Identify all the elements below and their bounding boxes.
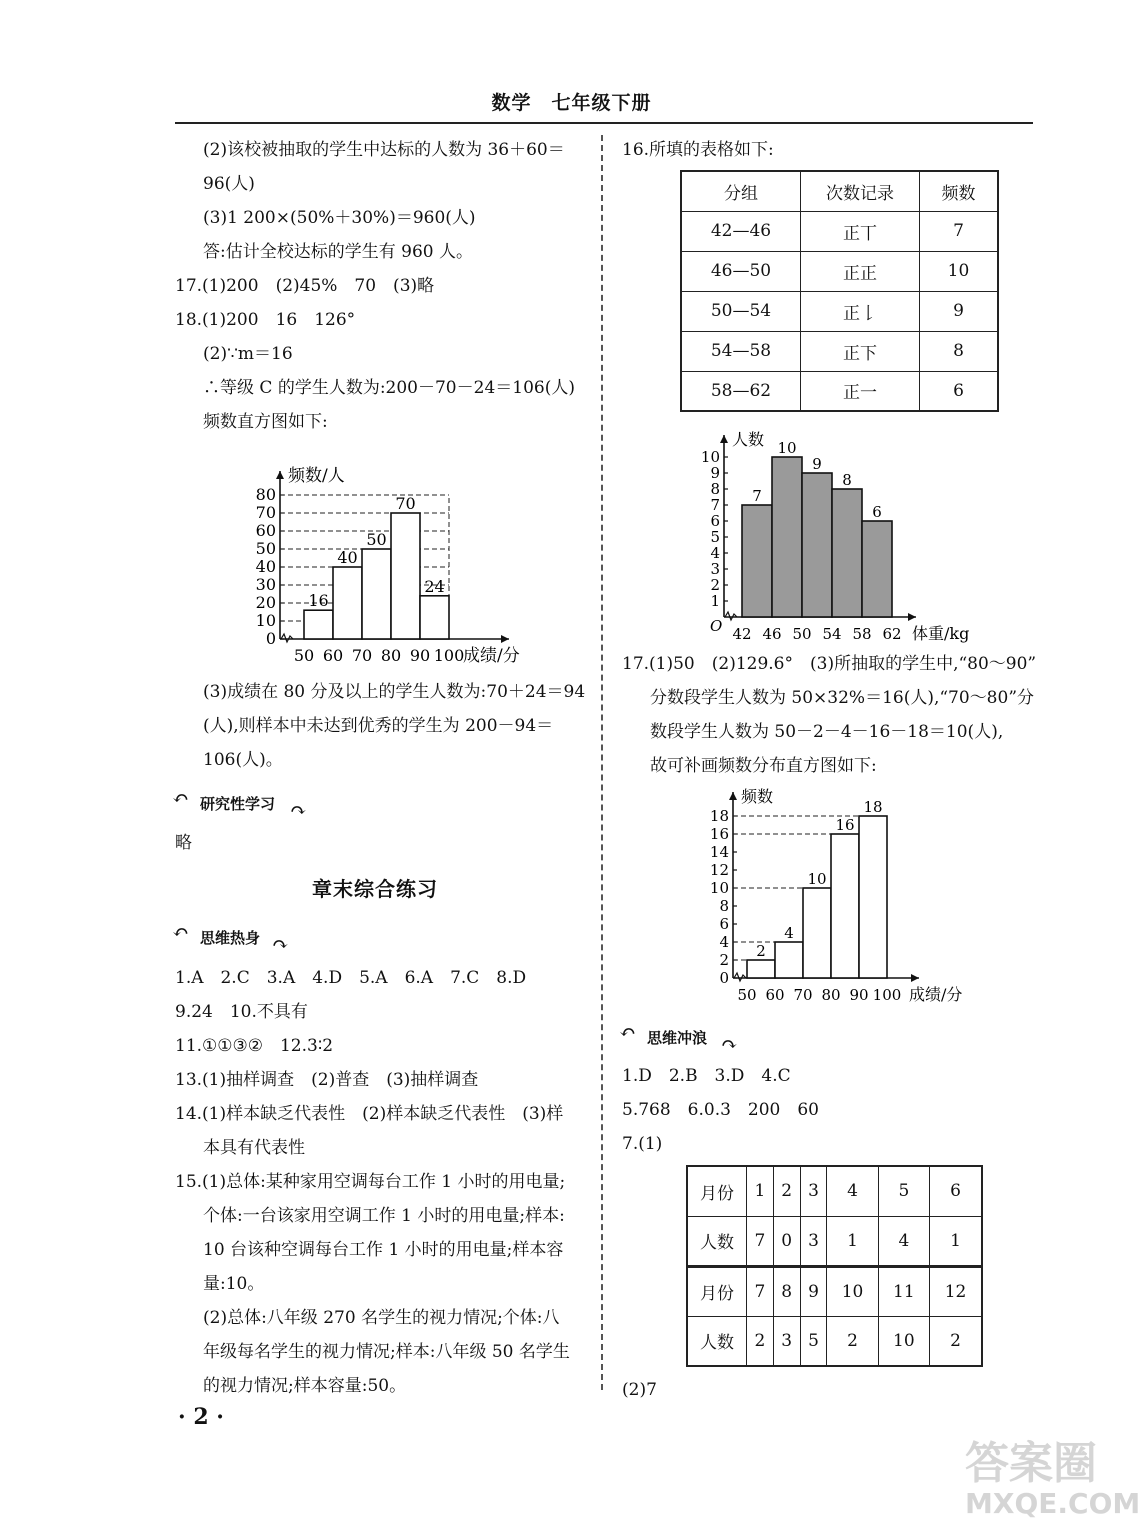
bar-value-label: 18 — [863, 798, 883, 816]
x-tick-label: 60 — [765, 986, 785, 1004]
curl-arrow-icon: ↷ — [721, 1032, 738, 1056]
right-q16-intro: 16.所填的表格如下: — [622, 140, 774, 160]
watermark-text: 答案圈 — [965, 1438, 1097, 1489]
left-q18-tail-2: (人),则样本中未达到优秀的学生为 200－94＝ — [203, 716, 554, 736]
count-cell: 4 — [878, 1216, 929, 1266]
x-tick-label: 100 — [872, 986, 902, 1004]
x-tick-label: 62 — [882, 625, 902, 643]
tally-cell: 正一 — [801, 371, 920, 411]
histogram-bar — [304, 610, 333, 639]
origin-label: O — [710, 617, 723, 635]
x-tick-label: 90 — [409, 646, 431, 665]
section-label-text: 思维热身 — [200, 929, 261, 947]
y-tick-label: 10 — [709, 879, 729, 897]
column-separator — [601, 135, 603, 1390]
histogram-bar — [772, 457, 802, 617]
histogram-bar — [742, 505, 772, 617]
tally-cell: 54—58 — [681, 331, 801, 371]
x-tick-label: 100 — [433, 646, 465, 665]
tally-cell: 10 — [920, 251, 999, 291]
section-label-text: 思维冲浪 — [647, 1029, 708, 1047]
table-row — [681, 211, 998, 251]
section-label-text: 研究性学习 — [200, 795, 276, 813]
histogram-scores-left — [240, 455, 540, 670]
tally-cell: 7 — [920, 211, 999, 251]
month-row-label: 月份 — [687, 1266, 747, 1316]
table-row — [681, 331, 998, 371]
left-q18-line-2: (2)∵m＝16 — [203, 344, 293, 364]
x-tick-label: 50 — [792, 625, 812, 643]
y-tick-label: 18 — [709, 807, 729, 825]
page-number: · 2 · — [178, 1404, 224, 1430]
y-tick-label: 12 — [709, 861, 729, 879]
x-tick-label: 54 — [822, 625, 842, 643]
y-tick-label: 10 — [700, 448, 720, 466]
y-tick-label: 8 — [710, 480, 720, 498]
histogram-bar — [747, 960, 775, 978]
y-axis-arrow — [720, 435, 728, 443]
axis-break-mark — [281, 634, 293, 642]
count-cell: 3 — [773, 1316, 800, 1366]
left-q18-line-3: ∴等级 C 的学生人数为:200－70－24＝106(人) — [203, 378, 575, 398]
bar-value-label: 50 — [366, 530, 387, 549]
bar-value-label: 7 — [752, 487, 762, 505]
x-axis-arrow — [501, 635, 509, 643]
axis-break-mark — [734, 973, 746, 981]
table-row — [681, 371, 998, 411]
month-cell: 6 — [930, 1166, 982, 1216]
histogram-weight — [700, 415, 990, 643]
research-answer: 略 — [175, 833, 192, 853]
month-row-label: 人数 — [687, 1216, 747, 1266]
left-q16-line-3: (3)1 200×(50%＋30%)＝960(人) — [203, 208, 476, 228]
page-header: 数学 七年级下册 — [491, 92, 652, 114]
axis-break-mark — [725, 612, 737, 620]
month-table — [686, 1165, 983, 1367]
answer-line: 10 台该种空调每台工作 1 小时的用电量;样本容 — [203, 1240, 564, 1260]
x-tick-label: 42 — [732, 625, 752, 643]
count-cell: 2 — [827, 1316, 878, 1366]
curl-arrow-icon: ↶ — [172, 786, 189, 810]
tally-table — [680, 170, 999, 412]
y-axis-title: 频数 — [741, 787, 774, 806]
histogram-bar — [362, 549, 391, 639]
month-row-label: 月份 — [687, 1166, 747, 1216]
answer-line: (2)总体:八年级 270 名学生的视力情况;个体:八 — [203, 1308, 560, 1328]
tally-header: 分组 — [681, 171, 801, 211]
y-tick-label: 2 — [710, 576, 720, 594]
x-tick-label: 80 — [821, 986, 841, 1004]
chapter-title: 章末综合练习 — [312, 877, 438, 901]
tally-cell: 58—62 — [681, 371, 801, 411]
y-axis-arrow — [729, 792, 737, 800]
tally-cell: 正下 — [801, 331, 920, 371]
answer-line: 14.(1)样本缺乏代表性 (2)样本缺乏代表性 (3)样 — [175, 1104, 564, 1124]
answer-line: 7.(1) — [622, 1134, 663, 1154]
x-tick-label: 70 — [793, 986, 813, 1004]
left-q17: 17.(1)200 (2)45% 70 (3)略 — [175, 276, 435, 296]
left-q16-line-2: 96(人) — [203, 174, 255, 194]
watermark-url: MXQE.COM — [965, 1487, 1141, 1520]
y-tick-label: 20 — [255, 593, 276, 612]
y-tick-label: 14 — [709, 843, 729, 861]
x-axis-title: 成绩/分 — [909, 985, 963, 1004]
x-tick-label: 50 — [737, 986, 757, 1004]
y-axis-arrow — [276, 471, 284, 479]
right-q17-line-4: 故可补画频数分布直方图如下: — [650, 756, 877, 776]
month-cell: 12 — [930, 1266, 982, 1316]
bar-value-label: 10 — [777, 439, 797, 457]
histogram-bar — [775, 942, 803, 978]
bar-value-label: 9 — [812, 455, 822, 473]
y-tick-label: 6 — [710, 512, 720, 530]
table-row — [681, 251, 998, 291]
bar-value-label: 24 — [424, 576, 445, 596]
y-tick-label: 0 — [719, 969, 729, 987]
left-q18-line-4: 频数直方图如下: — [203, 412, 328, 432]
table-row — [687, 1166, 982, 1216]
y-tick-label: 80 — [255, 485, 276, 504]
x-axis-title: 成绩/分 — [463, 646, 520, 666]
curl-arrow-icon: ↷ — [290, 798, 307, 822]
answer-line: 本具有代表性 — [203, 1138, 305, 1158]
y-tick-label: 6 — [719, 915, 729, 933]
answer-line: 15.(1)总体:某种家用空调每台工作 1 小时的用电量; — [175, 1172, 566, 1192]
histogram-bar — [391, 513, 420, 639]
count-cell: 5 — [800, 1316, 827, 1366]
answer-line: 1.D 2.B 3.D 4.C — [622, 1066, 791, 1086]
histogram-scores-right — [705, 780, 975, 1005]
y-tick-label: 2 — [719, 951, 729, 969]
bar-value-label: 8 — [842, 471, 852, 489]
table-row — [687, 1316, 982, 1366]
tally-cell: 46—50 — [681, 251, 801, 291]
y-tick-label: 0 — [265, 629, 276, 648]
month-row-label: 人数 — [687, 1316, 747, 1366]
x-axis-arrow — [911, 974, 919, 982]
x-tick-label: 80 — [380, 646, 402, 665]
histogram-bar — [831, 834, 859, 978]
count-cell: 7 — [747, 1216, 774, 1266]
y-tick-label: 9 — [710, 464, 720, 482]
left-q16-line-4: 答:估计全校达标的学生有 960 人。 — [203, 242, 473, 262]
bar-value-label: 16 — [835, 816, 855, 834]
y-axis-title: 人数 — [732, 430, 765, 449]
right-q17-line-2: 分数段学生人数为 50×32%＝16(人),“70～80”分 — [650, 688, 1035, 708]
tally-cell: 50—54 — [681, 291, 801, 331]
count-cell: 0 — [773, 1216, 800, 1266]
month-cell: 5 — [878, 1166, 929, 1216]
y-tick-label: 16 — [709, 825, 729, 843]
left-q18-tail-3: 106(人)。 — [203, 750, 283, 770]
answer-line: 个体:一台该家用空调工作 1 小时的用电量;样本: — [203, 1206, 565, 1226]
count-cell: 3 — [800, 1216, 827, 1266]
x-tick-label: 70 — [351, 646, 373, 665]
histogram-bar — [803, 888, 831, 978]
x-tick-label: 60 — [322, 646, 344, 665]
count-cell: 2 — [930, 1316, 982, 1366]
bar-value-label: 16 — [308, 591, 329, 611]
count-cell: 1 — [930, 1216, 982, 1266]
x-tick-label: 58 — [852, 625, 872, 643]
tally-cell: 正丅 — [801, 211, 920, 251]
table-row — [687, 1266, 982, 1316]
count-cell: 1 — [827, 1216, 878, 1266]
month-cell: 9 — [800, 1266, 827, 1316]
left-q16-line-1: (2)该校被抽取的学生中达标的人数为 36＋60＝ — [203, 140, 565, 160]
y-tick-label: 30 — [255, 575, 276, 594]
x-tick-label: 50 — [293, 646, 315, 665]
answer-line: 9.24 10.不具有 — [175, 1002, 308, 1022]
count-cell: 2 — [747, 1316, 774, 1366]
bar-value-label: 40 — [337, 548, 358, 567]
month-cell: 2 — [773, 1166, 800, 1216]
count-cell: 10 — [878, 1316, 929, 1366]
tally-cell: 正正 — [801, 251, 920, 291]
bar-value-label: 70 — [395, 494, 416, 513]
header-rule — [175, 122, 1033, 124]
answer-line: 13.(1)抽样调查 (2)普查 (3)抽样调查 — [175, 1070, 479, 1090]
x-axis-title: 体重/kg — [912, 624, 970, 643]
curl-arrow-icon: ↷ — [272, 932, 289, 956]
month-cell: 11 — [878, 1266, 929, 1316]
answer-line: 年级每名学生的视力情况;样本:八年级 50 名学生 — [203, 1342, 570, 1362]
answer-line: 11.①①③② 12.3∶2 — [175, 1036, 334, 1056]
table-row — [681, 291, 998, 331]
month-cell: 3 — [800, 1166, 827, 1216]
y-tick-label: 5 — [710, 528, 720, 546]
histogram-bar — [862, 521, 892, 617]
histogram-bar — [333, 567, 362, 639]
histogram-bar — [859, 816, 887, 978]
tally-cell: 42—46 — [681, 211, 801, 251]
month-cell: 4 — [827, 1166, 878, 1216]
histogram-bar — [832, 489, 862, 617]
histogram-bar — [420, 596, 449, 639]
answer-line: 量:10。 — [203, 1274, 265, 1294]
y-tick-label: 4 — [710, 544, 720, 562]
month-cell: 7 — [747, 1266, 774, 1316]
x-tick-label: 46 — [762, 625, 782, 643]
month-cell: 8 — [773, 1266, 800, 1316]
answer-line: 的视力情况;样本容量:50。 — [203, 1376, 407, 1396]
y-tick-label: 4 — [719, 933, 729, 951]
tally-cell: 6 — [920, 371, 999, 411]
y-tick-label: 50 — [255, 539, 276, 558]
y-tick-label: 7 — [710, 496, 720, 514]
y-tick-label: 1 — [710, 592, 720, 610]
y-tick-label: 60 — [255, 521, 276, 540]
y-tick-label: 70 — [255, 503, 276, 522]
y-tick-label: 40 — [255, 557, 276, 576]
q7-part-2: (2)7 — [622, 1380, 657, 1400]
left-q18-line-1: 18.(1)200 16 126° — [175, 310, 356, 330]
curl-arrow-icon: ↶ — [172, 920, 189, 944]
tally-header: 频数 — [920, 171, 999, 211]
histogram-bar — [802, 473, 832, 617]
bar-value-label: 6 — [872, 503, 882, 521]
right-q17-line-1: 17.(1)50 (2)129.6° (3)所抽取的学生中,“80～90” — [622, 654, 1037, 674]
tally-header: 次数记录 — [801, 171, 920, 211]
bar-value-label: 2 — [756, 942, 766, 960]
y-tick-label: 8 — [719, 897, 729, 915]
answer-line: 5.768 6.0.3 200 60 — [622, 1100, 820, 1120]
right-q17-line-3: 数段学生人数为 50－2－4－16－18＝10(人), — [650, 722, 1004, 742]
tally-cell: 9 — [920, 291, 999, 331]
left-q18-tail-1: (3)成绩在 80 分及以上的学生人数为:70＋24＝94 — [203, 682, 586, 702]
tally-cell: 8 — [920, 331, 999, 371]
watermark-logo — [965, 1438, 1141, 1532]
y-axis-title: 频数/人 — [288, 466, 345, 486]
y-tick-label: 3 — [710, 560, 720, 578]
table-row — [687, 1216, 982, 1266]
x-tick-label: 90 — [849, 986, 869, 1004]
tally-cell: 正𠄌 — [801, 291, 920, 331]
x-axis-arrow — [908, 613, 916, 621]
bar-value-label: 10 — [807, 870, 827, 888]
bar-value-label: 4 — [784, 924, 794, 942]
curl-arrow-icon: ↶ — [619, 1020, 636, 1044]
y-tick-label: 10 — [255, 611, 276, 630]
month-cell: 1 — [747, 1166, 774, 1216]
answer-line: 1.A 2.C 3.A 4.D 5.A 6.A 7.C 8.D — [175, 968, 527, 988]
month-cell: 10 — [827, 1266, 878, 1316]
